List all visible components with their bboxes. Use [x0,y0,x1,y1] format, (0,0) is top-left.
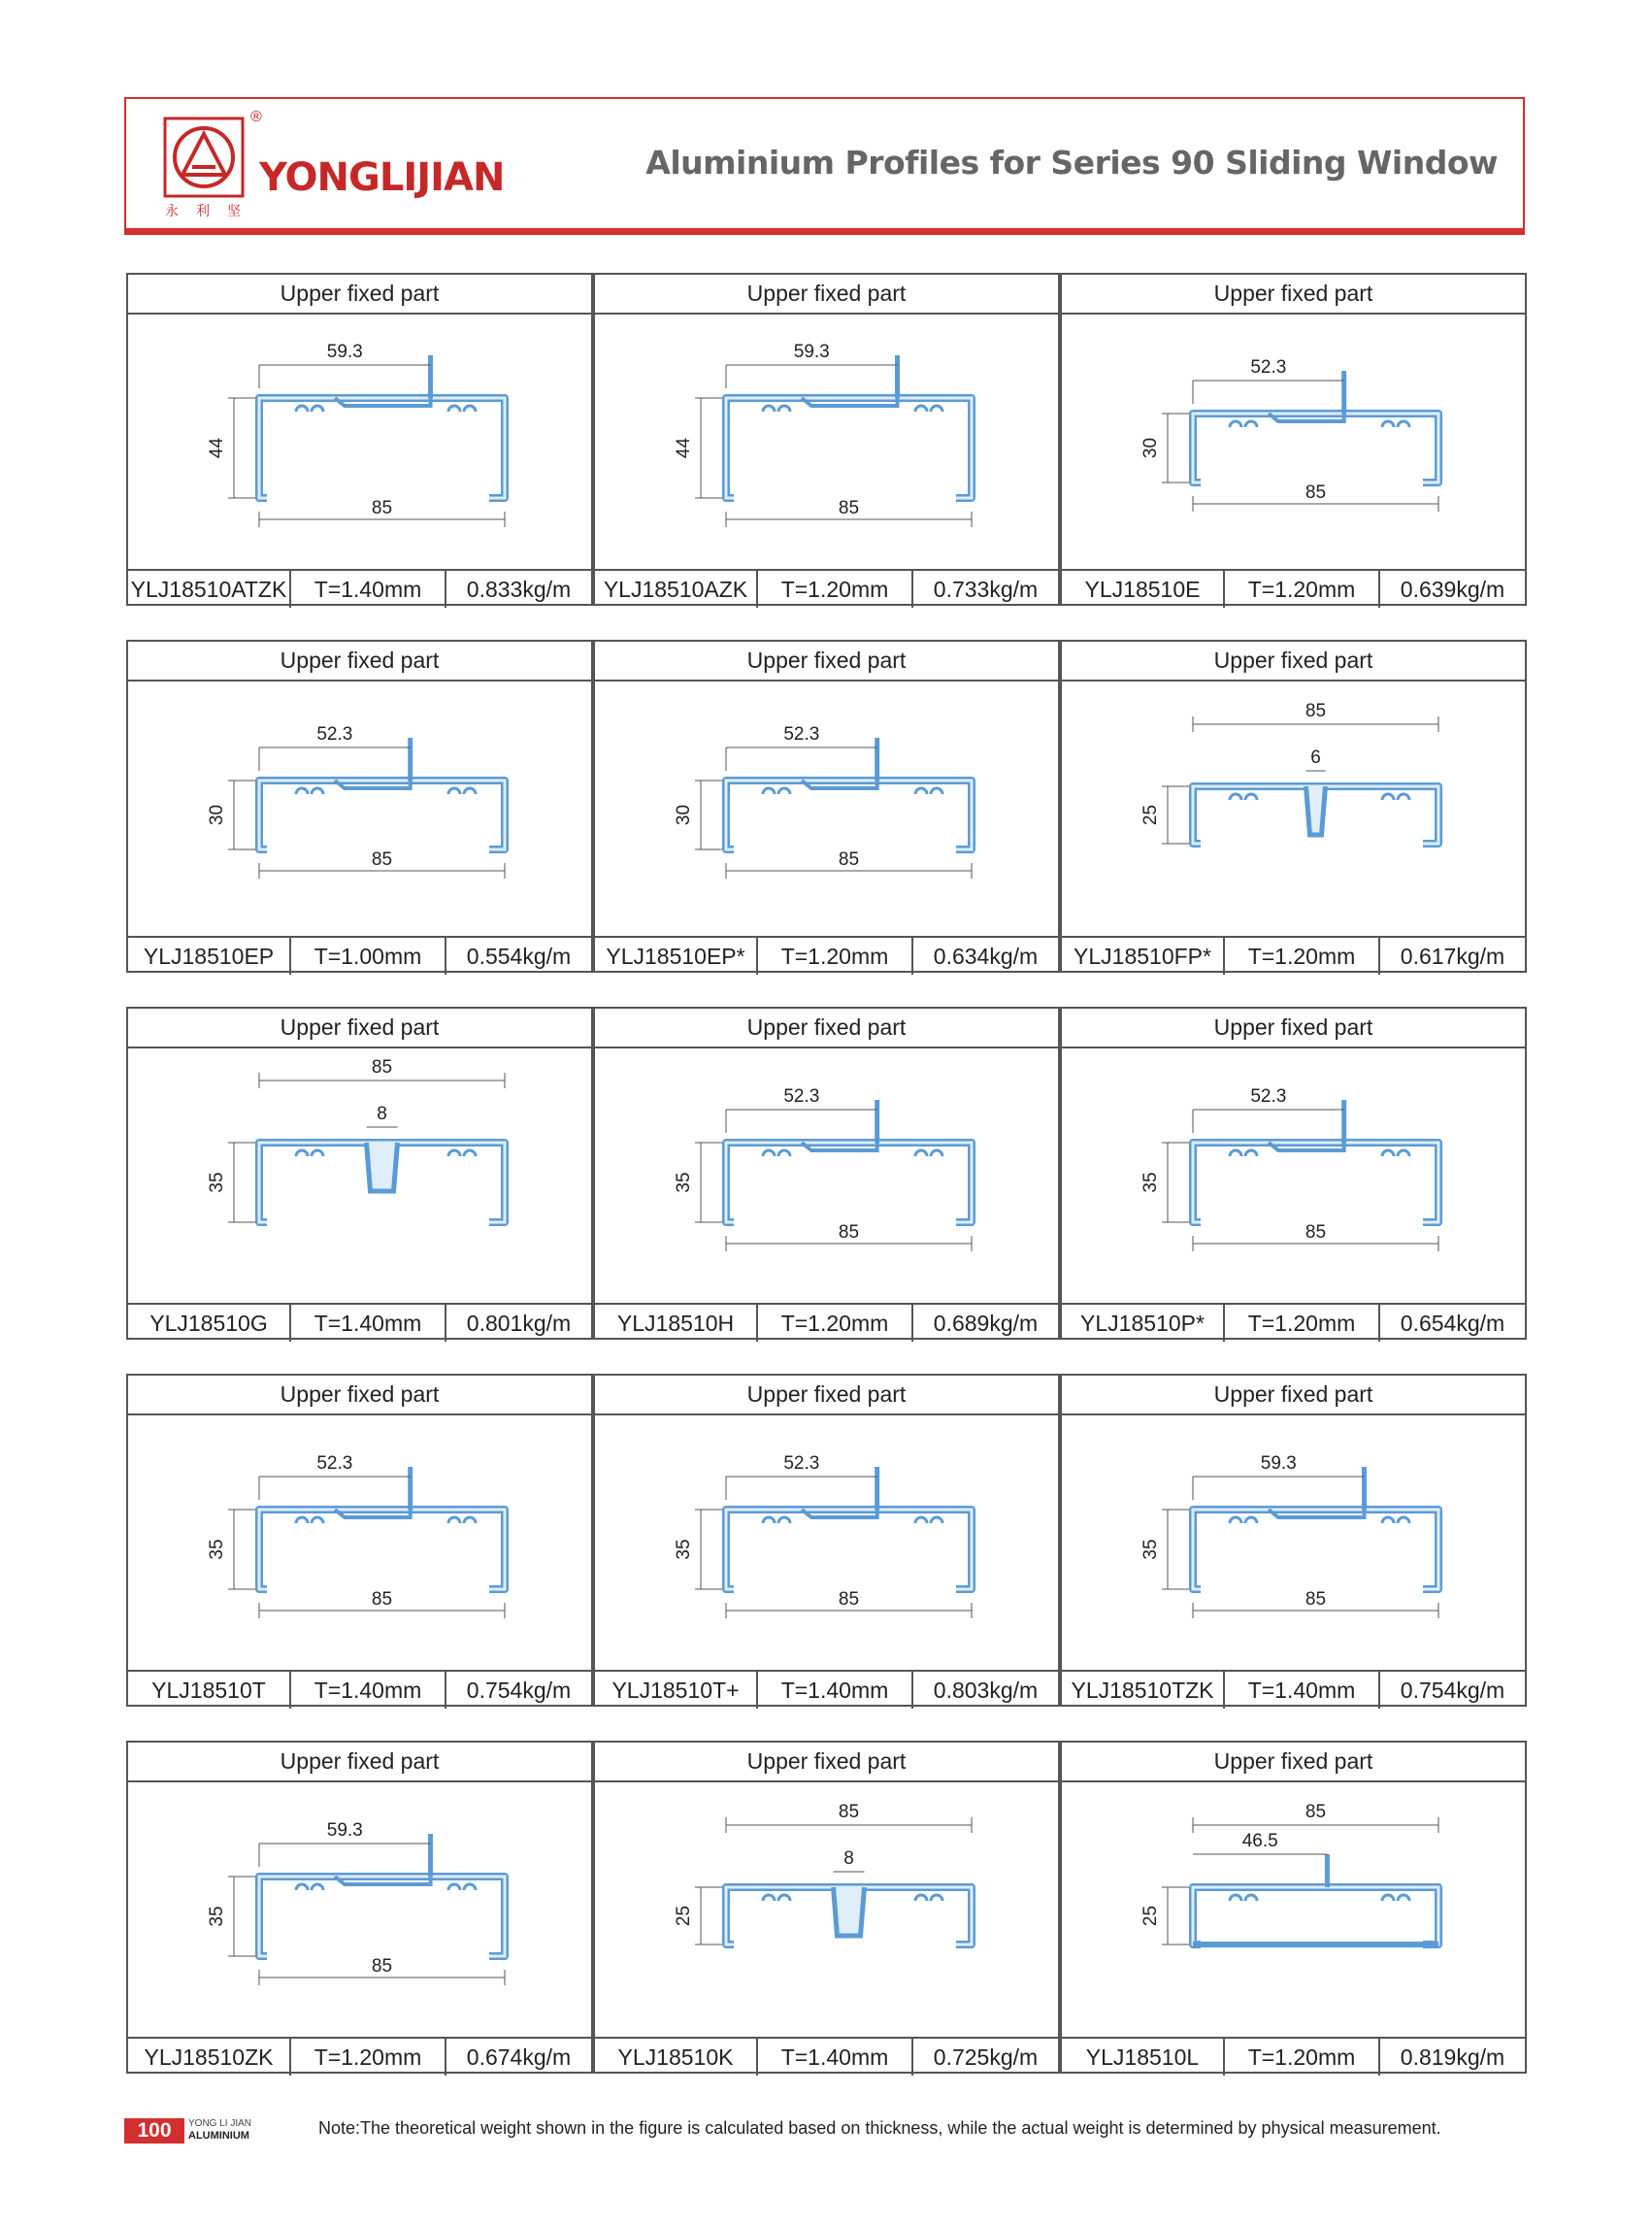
dimension-line [1193,1477,1365,1500]
profile-specs [1062,2039,1525,2076]
dimension-label: 35 [207,1172,227,1193]
dimension-label: 85 [371,498,393,518]
profile-specs [595,1672,1058,1709]
profile-thickness: T=1.40mm [291,1305,446,1342]
dimension-line [228,1510,255,1589]
dimension-line [726,748,877,771]
profile-card [1060,273,1527,606]
profile-drawing [1062,315,1525,571]
dimension-line [228,781,255,849]
dimension-label: 52.3 [783,1086,820,1107]
profile-svg [1062,315,1525,569]
profile-weight: 0.725kg/m [933,2044,1039,2070]
profile-hook [464,406,476,412]
profile-hook [296,1517,308,1523]
profile-hook [1230,1895,1241,1901]
profile-drawing [128,1782,591,2039]
dimension-label: 85 [1305,701,1327,721]
profile-specs [128,571,591,608]
profile-svg [595,1048,1058,1303]
dimension-label: 52.3 [1250,1086,1287,1107]
profile-hook [1382,794,1394,800]
profile-weight: 0.654kg/m [1400,1310,1505,1336]
dimension-label: 46.5 [1241,1831,1278,1851]
profile-hook [931,1517,942,1523]
profile-code: YLJ18510ZK [128,2039,291,2076]
profile-hook [1382,1895,1394,1901]
profile-hook [763,1895,775,1901]
profile-code: YLJ18510EP* [595,938,758,975]
profile-card [126,1007,593,1340]
dimension-label: 59.3 [793,342,830,362]
profile-weight: 0.733kg/m [933,576,1039,602]
profile-thickness: T=1.20mm [291,2039,446,2076]
profile-weight: 0.819kg/m [1400,2044,1505,2070]
profile-svg [128,1048,591,1303]
profile-hook [464,1884,476,1890]
profile-caption: Upper fixed part [595,1376,1058,1415]
dimension-label: 35 [207,1906,227,1927]
dimension-label: 52.3 [316,724,353,745]
profile-svg [1062,1048,1525,1303]
profile-thickness: T=1.20mm [758,938,913,975]
profile-thickness: T=1.40mm [758,1672,913,1709]
dimension-label: 44 [674,437,694,459]
profile-caption: Upper fixed part [595,275,1058,315]
profile-hook [448,1884,460,1890]
profile-body-inner [726,398,972,498]
profile-hook [763,1517,775,1523]
profile-hook [931,406,942,412]
profile-svg [128,315,591,569]
profile-drawing [128,315,591,571]
profile-card [593,1741,1060,2074]
dimension-line [228,1877,255,1956]
dimension-label: 35 [1140,1539,1161,1560]
profile-hook [1398,1895,1409,1901]
dimension-label: 85 [371,1057,393,1078]
profile-hook [915,1150,927,1156]
dimension-line [1193,381,1344,404]
dimension-line [726,1477,877,1500]
profile-code: YLJ18510AZK [595,571,758,608]
profiles-grid [126,273,1526,2108]
profile-body [726,398,972,498]
profile-thickness: T=1.00mm [291,938,446,975]
profile-hook [1398,794,1409,800]
profile-hook [1230,421,1241,427]
profile-row [126,1007,1526,1340]
profile-channel [367,1143,398,1191]
dimension-label: 30 [207,804,227,826]
profile-caption: Upper fixed part [1062,1376,1525,1415]
dimension-label: 85 [1305,1589,1327,1610]
dimension-label: 25 [1140,1905,1161,1927]
profile-hook [448,788,460,794]
profile-hook [312,406,323,412]
profile-hook [931,1895,942,1901]
brand-name: YONGLIJIAN [259,155,505,200]
dimension-line [259,748,411,771]
profile-code: YLJ18510T+ [595,1672,758,1709]
profile-hook [778,406,790,412]
dimension-label: 52.3 [316,1453,353,1474]
dimension-label: 85 [1305,482,1327,503]
profile-code: YLJ18510P* [1062,1305,1225,1342]
profile-svg [595,681,1058,936]
page-number: 100 [124,2118,184,2144]
profile-thickness: T=1.20mm [1225,938,1380,975]
dimension-label: 85 [838,849,860,870]
dimension-label: 44 [207,437,227,459]
profile-drawing [1062,681,1525,938]
profile-drawing [595,681,1058,938]
dimension-line [1162,1510,1189,1589]
profile-hook [464,788,476,794]
dimension-label: 59.3 [1260,1453,1297,1474]
profile-card [126,1741,593,2074]
profile-weight: 0.617kg/m [1400,943,1505,969]
dimension-label: 85 [371,1589,393,1610]
dimension-label: 85 [838,1222,860,1243]
profile-caption: Upper fixed part [595,1743,1058,1782]
profile-specs [1062,1672,1525,1709]
profile-hook [778,1517,790,1523]
profile-hook [931,788,942,794]
dimension-label: 8 [843,1848,854,1869]
dimension-line [1162,786,1189,844]
profile-drawing [128,1415,591,1672]
profile-code: YLJ18510H [595,1305,758,1342]
profile-svg [595,315,1058,569]
profile-hook [763,788,775,794]
profile-hook [763,406,775,412]
profile-weight: 0.634kg/m [933,943,1039,969]
profile-code: YLJ18510E [1062,571,1225,608]
dimension-label: 85 [1305,1802,1327,1822]
profile-hook [1230,1150,1241,1156]
profile-hook [1398,421,1409,427]
profile-caption: Upper fixed part [1062,1009,1525,1048]
profile-code: YLJ18510TZK [1062,1672,1225,1709]
profile-hook [1382,421,1394,427]
profile-card [593,1007,1060,1340]
footer-category: ALUMINIUM [188,2130,249,2142]
profile-card [593,640,1060,973]
profile-hook [448,1517,460,1523]
dimension-line [228,1143,255,1222]
page-title: Aluminium Profiles for Series 90 Sliding Window [645,144,1498,182]
profile-drawing [595,1415,1058,1672]
profile-thickness: T=1.20mm [1225,1305,1380,1342]
dimension-label: 85 [838,1802,860,1822]
profile-body-inner [259,398,505,498]
footer-brand-small: YONG LI JIAN [188,2118,252,2129]
profile-svg [128,681,591,936]
profile-card [593,1374,1060,1707]
profile-weight: 0.833kg/m [466,576,572,602]
dimension-label: 59.3 [326,1820,363,1841]
profile-caption: Upper fixed part [1062,275,1525,315]
dimension-line [1162,1143,1189,1222]
brand-logo-icon [163,116,245,198]
profile-svg [1062,1782,1525,2037]
profile-hook [1398,1517,1409,1523]
dimension-label: 35 [1140,1172,1161,1193]
profile-thickness: T=1.40mm [758,2039,913,2076]
dimension-line [695,1143,722,1222]
profile-caption: Upper fixed part [128,1376,591,1415]
profile-hook [1245,794,1257,800]
dimension-label: 52.3 [1250,357,1287,378]
profile-drawing [595,1048,1058,1305]
profile-hook [296,788,308,794]
dimension-line [695,1510,722,1589]
profile-caption: Upper fixed part [128,1009,591,1048]
profile-card [1060,640,1527,973]
profile-card [1060,1374,1527,1707]
profile-specs [128,1305,591,1342]
profile-code: YLJ18510EP [128,938,291,975]
profile-hook [778,1895,790,1901]
profile-code: YLJ18510ATZK [128,571,291,608]
profile-channel [834,1887,865,1936]
profile-svg [128,1782,591,2037]
header-banner [124,97,1525,235]
dimension-label: 35 [674,1172,694,1193]
profile-card [126,640,593,973]
profile-hook [464,1517,476,1523]
profile-drawing [128,1048,591,1305]
dimension-line [259,1844,431,1867]
footer-note: Note:The theoretical weight shown in the figure is calculated based on thickness, while the actual weight is determined by physical measurement. [318,2118,1441,2138]
profile-card [126,273,593,606]
profile-row [126,273,1526,606]
profile-hook [1245,1150,1257,1156]
registered-mark: ® [250,109,262,125]
dimension-label: 30 [674,804,694,826]
profile-row [126,1741,1526,2074]
profile-caption: Upper fixed part [595,642,1058,681]
profile-specs [1062,1305,1525,1342]
profile-hook [1230,1517,1241,1523]
profile-code: YLJ18510K [595,2039,758,2076]
profile-card [1060,1007,1527,1340]
profile-weight: 0.803kg/m [933,1677,1039,1703]
dimension-label: 85 [1305,1222,1327,1243]
profile-hook [312,788,323,794]
profile-specs [595,2039,1058,2076]
dimension-line [695,1887,722,1944]
profile-hook [296,1150,308,1156]
profile-specs [595,1305,1058,1342]
profile-caption: Upper fixed part [128,1743,591,1782]
profile-code: YLJ18510L [1062,2039,1225,2076]
profile-body [259,398,505,498]
profile-code: YLJ18510FP* [1062,938,1225,975]
dimension-line [259,365,431,388]
profile-hook [312,1150,323,1156]
dimension-line [1193,1110,1344,1133]
profile-card [126,1374,593,1707]
profile-hook [1245,1517,1257,1523]
profile-caption: Upper fixed part [128,642,591,681]
profile-hook [1382,1150,1394,1156]
profile-caption: Upper fixed part [1062,642,1525,681]
profile-specs [128,1672,591,1709]
profile-hook [312,1517,323,1523]
profile-caption: Upper fixed part [595,1009,1058,1048]
profile-hook [1245,421,1257,427]
dimension-label: 30 [1140,437,1161,459]
profile-hook [763,1150,775,1156]
profile-specs [1062,938,1525,975]
profile-hook [1382,1517,1394,1523]
dimension-line [1162,414,1189,482]
profile-hook [448,406,460,412]
profile-hook [296,1884,308,1890]
dimension-label: 85 [371,849,393,870]
dimension-label: 8 [377,1104,387,1124]
profile-thickness: T=1.20mm [758,571,913,608]
profile-svg [595,1782,1058,2037]
dimension-label: 85 [838,498,860,518]
dimension-label: 52.3 [783,724,820,745]
profile-weight: 0.754kg/m [466,1677,572,1703]
profile-svg [128,1415,591,1670]
dimension-label: 52.3 [783,1453,820,1474]
dimension-line [259,1477,411,1500]
dimension-line [695,781,722,849]
brand-chinese-name: 永利坚 [165,204,258,219]
profile-thickness: T=1.20mm [758,1305,913,1342]
profile-specs [595,571,1058,608]
profile-caption: Upper fixed part [1062,1743,1525,1782]
dimension-line [1162,1887,1189,1944]
profile-hook [1230,794,1241,800]
profile-weight: 0.689kg/m [933,1310,1039,1336]
profile-thickness: T=1.40mm [291,571,446,608]
profile-weight: 0.554kg/m [466,943,572,969]
profile-weight: 0.754kg/m [1400,1677,1505,1703]
profile-weight: 0.674kg/m [466,2044,572,2070]
dimension-line [695,398,722,498]
dimension-label: 6 [1310,748,1321,768]
profile-card [1060,1741,1527,2074]
profile-hook [312,1884,323,1890]
dimension-line [228,398,255,498]
profile-hook [1398,1150,1409,1156]
profile-thickness: T=1.20mm [1225,2039,1380,2076]
profile-hook [931,1150,942,1156]
profile-thickness: T=1.40mm [1225,1672,1380,1709]
profile-hook [778,1150,790,1156]
profile-code: YLJ18510G [128,1305,291,1342]
profile-card [593,273,1060,606]
dimension-line [726,1110,877,1133]
profile-hook [464,1150,476,1156]
dimension-line [726,365,898,388]
profile-weight: 0.801kg/m [466,1310,572,1336]
dimension-label: 85 [371,1956,393,1977]
profile-caption: Upper fixed part [128,275,591,315]
profile-drawing [595,1782,1058,2039]
profile-hook [448,1150,460,1156]
profile-drawing [128,681,591,938]
profile-drawing [595,315,1058,571]
profile-specs [128,938,591,975]
profile-thickness: T=1.20mm [1225,571,1380,608]
profile-thickness: T=1.40mm [291,1672,446,1709]
profile-hook [778,788,790,794]
profile-svg [1062,681,1525,936]
profile-code: YLJ18510T [128,1672,291,1709]
dimension-label: 35 [674,1539,694,1560]
profile-row [126,640,1526,973]
profile-row [126,1374,1526,1707]
dimension-label: 25 [1140,804,1161,826]
profile-specs [595,938,1058,975]
profile-weight: 0.639kg/m [1400,576,1505,602]
profile-hook [296,406,308,412]
profile-hook [915,1517,927,1523]
profile-specs [1062,571,1525,608]
dimension-label: 35 [207,1539,227,1560]
profile-hook [915,1895,927,1901]
profile-specs [128,2039,591,2076]
profile-hook [915,788,927,794]
profile-drawing [1062,1415,1525,1672]
profile-channel [1306,786,1326,835]
profile-svg [1062,1415,1525,1670]
profile-hook [1245,1895,1257,1901]
profile-svg [595,1415,1058,1670]
profile-drawing [1062,1048,1525,1305]
dimension-label: 85 [838,1589,860,1610]
dimension-label: 25 [674,1905,694,1927]
profile-drawing [1062,1782,1525,2039]
profile-hook [915,406,927,412]
dimension-label: 59.3 [326,342,363,362]
